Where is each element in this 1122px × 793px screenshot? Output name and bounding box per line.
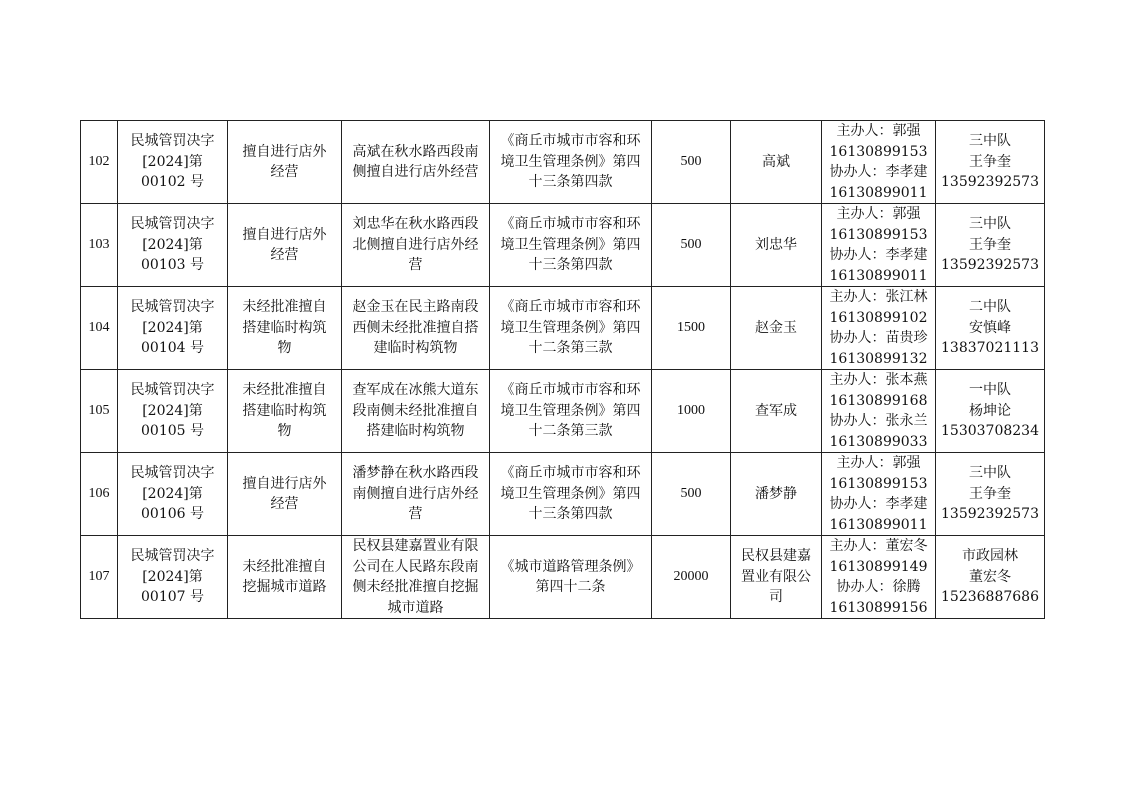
- handlers-cell: 主办人：郭强 16130899153 协办人：李孝建 16130899011: [822, 204, 936, 287]
- amount-cell: 20000: [652, 536, 731, 619]
- table-row: [81, 121, 1045, 204]
- seq-cell: 104: [81, 287, 118, 370]
- table-row: [81, 536, 1045, 619]
- party-cell: 刘忠华: [731, 204, 822, 287]
- legal-basis-cell: 《商丘市城市市容和环 境卫生管理条例》第四 十二条第三款: [490, 287, 652, 370]
- doc-number-cell: 民城管罚决字 [2024]第 00107 号: [118, 536, 228, 619]
- handlers-cell: 主办人：郭强 16130899153 协办人：李孝建 16130899011: [822, 121, 936, 204]
- party-cell: 潘梦静: [731, 453, 822, 536]
- doc-number-cell: 民城管罚决字 [2024]第 00104 号: [118, 287, 228, 370]
- amount-cell: 500: [652, 204, 731, 287]
- unit-cell: 三中队 王争奎 13592392573: [936, 121, 1045, 204]
- party-cell: 赵金玉: [731, 287, 822, 370]
- violation-cell: 未经批准擅自 搭建临时构筑 物: [228, 370, 342, 453]
- amount-cell: 1500: [652, 287, 731, 370]
- unit-cell: 三中队 王争奎 13592392573: [936, 453, 1045, 536]
- handlers-cell: 主办人：董宏冬 16130899149 协办人：徐腾 16130899156: [822, 536, 936, 619]
- party-cell: 民权县建嘉 置业有限公 司: [731, 536, 822, 619]
- facts-cell: 查军成在冰熊大道东 段南侧未经批准擅自 搭建临时构筑物: [342, 370, 490, 453]
- amount-cell: 1000: [652, 370, 731, 453]
- legal-basis-cell: 《城市道路管理条例》 第四十二条: [490, 536, 652, 619]
- seq-cell: 105: [81, 370, 118, 453]
- seq-cell: 106: [81, 453, 118, 536]
- seq-cell: 103: [81, 204, 118, 287]
- penalty-records-table: [80, 120, 1045, 619]
- table-row: [81, 204, 1045, 287]
- doc-number-cell: 民城管罚决字 [2024]第 00102 号: [118, 121, 228, 204]
- legal-basis-cell: 《商丘市城市市容和环 境卫生管理条例》第四 十二条第三款: [490, 370, 652, 453]
- legal-basis-cell: 《商丘市城市市容和环 境卫生管理条例》第四 十三条第四款: [490, 204, 652, 287]
- unit-cell: 三中队 王争奎 13592392573: [936, 204, 1045, 287]
- facts-cell: 潘梦静在秋水路西段 南侧擅自进行店外经 营: [342, 453, 490, 536]
- unit-cell: 一中队 杨坤论 15303708234: [936, 370, 1045, 453]
- table-row: [81, 287, 1045, 370]
- facts-cell: 刘忠华在秋水路西段 北侧擅自进行店外经 营: [342, 204, 490, 287]
- unit-cell: 市政园林 董宏冬 15236887686: [936, 536, 1045, 619]
- handlers-cell: 主办人：张江林 16130899102 协办人：苗贵珍 16130899132: [822, 287, 936, 370]
- table-row: [81, 370, 1045, 453]
- party-cell: 高斌: [731, 121, 822, 204]
- doc-number-cell: 民城管罚决字 [2024]第 00106 号: [118, 453, 228, 536]
- legal-basis-cell: 《商丘市城市市容和环 境卫生管理条例》第四 十三条第四款: [490, 121, 652, 204]
- violation-cell: 擅自进行店外 经营: [228, 121, 342, 204]
- table-row: [81, 453, 1045, 536]
- violation-cell: 擅自进行店外 经营: [228, 453, 342, 536]
- legal-basis-cell: 《商丘市城市市容和环 境卫生管理条例》第四 十三条第四款: [490, 453, 652, 536]
- violation-cell: 擅自进行店外 经营: [228, 204, 342, 287]
- party-cell: 查军成: [731, 370, 822, 453]
- violation-cell: 未经批准擅自 挖掘城市道路: [228, 536, 342, 619]
- doc-number-cell: 民城管罚决字 [2024]第 00105 号: [118, 370, 228, 453]
- doc-number-cell: 民城管罚决字 [2024]第 00103 号: [118, 204, 228, 287]
- facts-cell: 高斌在秋水路西段南 侧擅自进行店外经营: [342, 121, 490, 204]
- handlers-cell: 主办人：郭强 16130899153 协办人：李孝建 16130899011: [822, 453, 936, 536]
- seq-cell: 102: [81, 121, 118, 204]
- handlers-cell: 主办人：张本燕 16130899168 协办人：张永兰 16130899033: [822, 370, 936, 453]
- amount-cell: 500: [652, 453, 731, 536]
- facts-cell: 民权县建嘉置业有限 公司在人民路东段南 侧未经批准擅自挖掘 城市道路: [342, 536, 490, 619]
- facts-cell: 赵金玉在民主路南段 西侧未经批准擅自搭 建临时构筑物: [342, 287, 490, 370]
- amount-cell: 500: [652, 121, 731, 204]
- unit-cell: 二中队 安慎峰 13837021113: [936, 287, 1045, 370]
- violation-cell: 未经批准擅自 搭建临时构筑 物: [228, 287, 342, 370]
- seq-cell: 107: [81, 536, 118, 619]
